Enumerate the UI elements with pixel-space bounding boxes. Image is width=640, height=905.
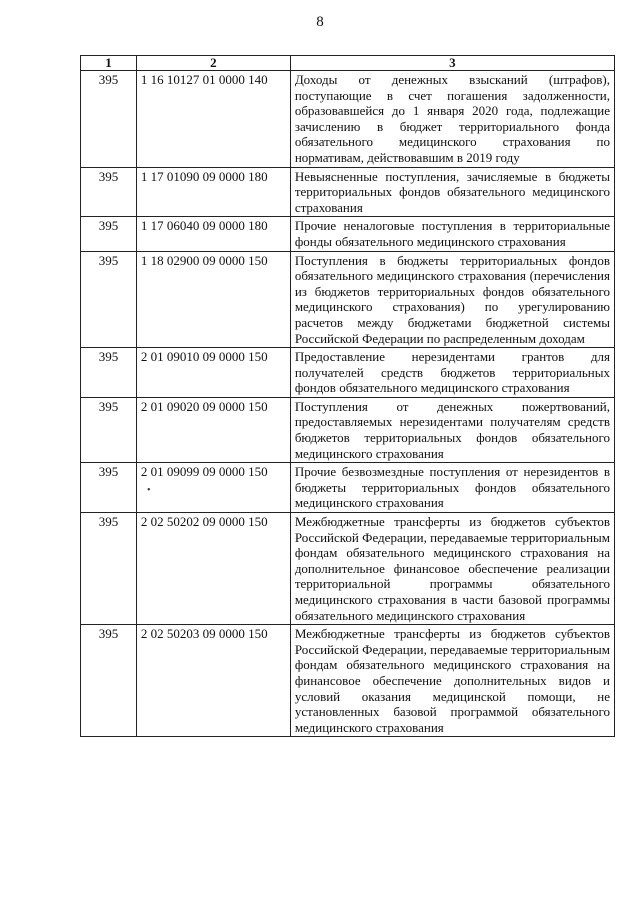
budget-code-cell: 2 01 09099 09 0000 150 [136,463,290,513]
page-number: 8 [316,14,324,30]
table-row [81,217,615,251]
budget-code-cell: 1 18 02900 09 0000 150 [136,251,290,348]
table-row [81,167,615,217]
admin-code-cell: 395 [81,463,137,513]
table-row [81,625,615,737]
budget-codes-table [80,55,615,737]
admin-code-cell: 395 [81,71,137,168]
table-row [81,348,615,398]
admin-code-cell: 395 [81,167,137,217]
table-row [81,71,615,168]
admin-code-cell: 395 [81,397,137,462]
header-col-3: 3 [290,56,614,71]
budget-code-cell: 1 17 01090 09 0000 180 [136,167,290,217]
description-cell: Поступления от денежных пожертвований, предоставляемых нерезидентами получателям средств бюджетов территориальных фондов обязательного медицинского страхования [290,397,614,462]
budget-code-cell: 1 17 06040 09 0000 180 [136,217,290,251]
admin-code-cell: 395 [81,625,137,737]
budget-code-cell: 2 02 50202 09 0000 150 [136,513,290,625]
scan-speck: • [147,485,151,496]
budget-code-cell: 1 16 10127 01 0000 140 [136,71,290,168]
description-cell: Невыясненные поступления, зачисляемые в бюджеты территориальных фондов обязательного медицинского страхования [290,167,614,217]
budget-code-cell: 2 01 09020 09 0000 150 [136,397,290,462]
table-row [81,513,615,625]
budget-code-cell: 2 02 50203 09 0000 150 [136,625,290,737]
table-row [81,397,615,462]
budget-code-cell: 2 01 09010 09 0000 150 [136,348,290,398]
header-col-1: 1 [81,56,137,71]
description-cell: Предоставление нерезидентами грантов для получателей средств бюджетов территориальных фондов обязательного медицинского страхования [290,348,614,398]
admin-code-cell: 395 [81,251,137,348]
header-col-2: 2 [136,56,290,71]
admin-code-cell: 395 [81,348,137,398]
admin-code-cell: 395 [81,513,137,625]
admin-code-cell: 395 [81,217,137,251]
description-cell: Прочие неналоговые поступления в территориальные фонды обязательного медицинского страхования [290,217,614,251]
description-cell: Доходы от денежных взысканий (штрафов), поступающие в счет погашения задолженности, образовавшейся до 1 января 2020 года, подлежащие зачислению в бюджет территориального фонда обязательного медицинского страхования по нормативам, действовавшим в 2019 году [290,71,614,168]
description-cell: Прочие безвозмездные поступления от нерезидентов в бюджеты территориальных фондов обязательного медицинского страхования [290,463,614,513]
table-header-row [81,56,615,71]
table-row [81,251,615,348]
description-cell: Межбюджетные трансферты из бюджетов субъектов Российской Федерации, передаваемые территориальным фондам обязательного медицинского страхования на дополнительное финансовое обеспечение реализации территориальной программы обязательного медицинского страхования в части базовой программы обязательного медицинского страхования [290,513,614,625]
table-row [81,463,615,513]
description-cell: Поступления в бюджеты территориальных фондов обязательного медицинского страхования (перечисления из бюджетов территориальных фондов обязательного медицинского страхования) по урегулированию расчетов между бюджетами бюджетной системы Российской Федерации по распределенным доходам [290,251,614,348]
description-cell: Межбюджетные трансферты из бюджетов субъектов Российской Федерации, передаваемые территориальным фондам обязательного медицинского страхования на финансовое обеспечение дополнительных видов и условий оказания медицинской помощи, не установленных базовой программой обязательного медицинского страхования [290,625,614,737]
